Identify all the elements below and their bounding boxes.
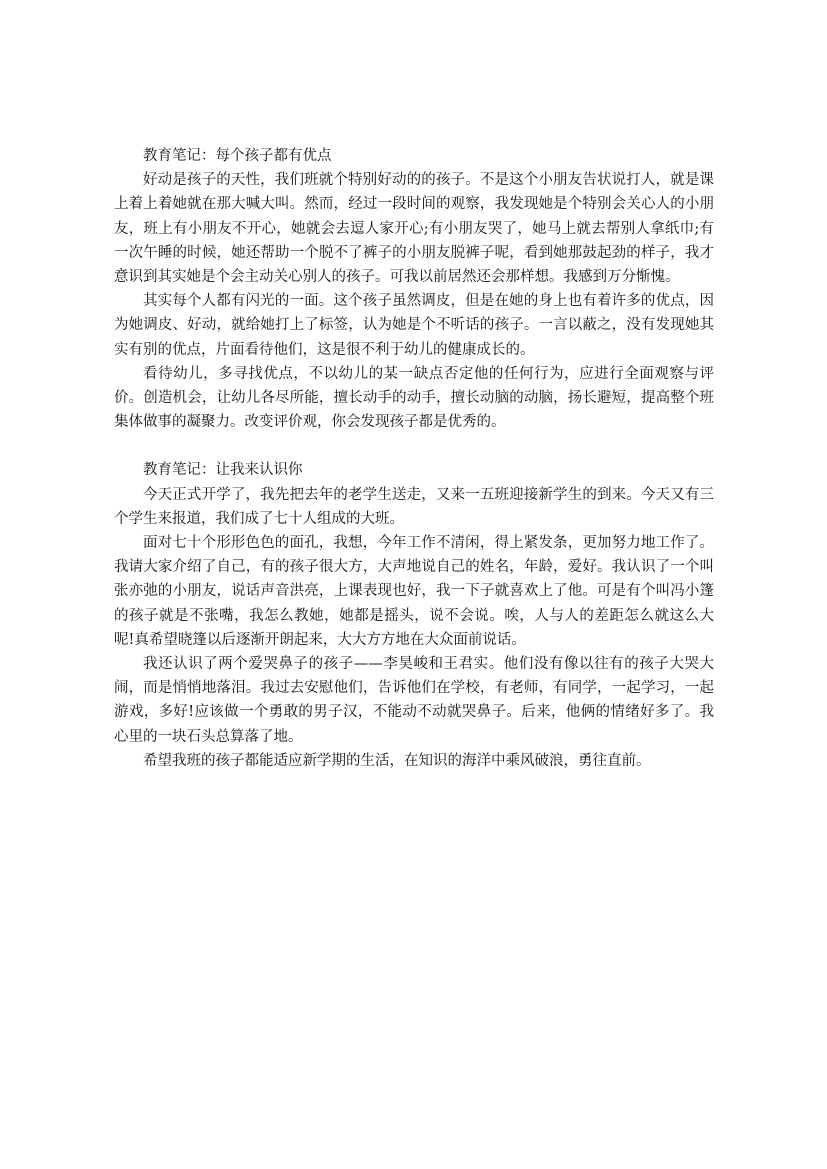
paragraph: 其实每个人都有闪光的一面。这个孩子虽然调皮，但是在她的身上也有着许多的优点，因为她调皮、好动，就给她打上了标签，认为她是个不听话的孩子。一言以蔽之，没有发现她其实有别的优点，片面看待他们，这是很不利于幼儿的健康成长的。 xyxy=(114,293,714,358)
paragraph: 面对七十个形形色色的面孔，我想，今年工作不清闲，得上紧发条，更加努力地工作了。我请大家介绍了自己，有的孩子很大方，大声地说自己的姓名，年龄，爱好。我认识了一个叫张亦弛的小朋友，说话声音洪亮，上课表现也好，我一下子就喜欢上了他。可是有个叫冯小篷的孩子就是不张嘴，我怎么教她，她都是摇头，说不会说。唉，人与人的差距怎么就这么大呢!真希望晓篷以后逐渐开朗起来，大大方方地在大众面前说话。 xyxy=(114,535,714,648)
section-title: 教育笔记：每个孩子都有优点 xyxy=(143,148,332,164)
paragraph: 看待幼儿，多寻找优点，不以幼儿的某一缺点否定他的任何行为，应进行全面观察与评价。创造机会，让幼儿各尽所能，擅长动手的动手，擅长动脑的动脑，扬长避短，提高整个班集体做事的凝聚力。改变评价观，你会发现孩子都是优秀的。 xyxy=(114,365,714,431)
document-page xyxy=(114,144,714,773)
section-1 xyxy=(114,144,714,434)
section-2 xyxy=(114,458,714,773)
paragraph: 我还认识了两个爱哭鼻子的孩子——李昊峻和王君实。他们没有像以往有的孩子大哭大闹，而是悄悄地落泪。我过去安慰他们，告诉他们在学校，有老师，有同学，一起学习，一起游戏，多好!应该做一个勇敢的男子汉，不能动不动就哭鼻子。后来，他俩的情绪好多了。我心里的一块石头总算落了地。 xyxy=(114,656,714,745)
section-title: 教育笔记：让我来认识你 xyxy=(143,462,303,479)
paragraph: 好动是孩子的天性，我们班就个特别好动的的孩子。不是这个小朋友告状说打人，就是课上着上着她就在那大喊大叫。然而，经过一段时间的观察，我发现她是个特别会关心人的小朋友，班上有小朋友不开心，她就会去逗人家开心;有小朋友哭了，她马上就去帮别人拿纸巾;有一次午睡的时候，她还帮助一个脱不了裤子的小朋友脱裤子呢，看到她那鼓起劲的样子，我才意识到其实她是个会主动关心别人的孩子。可我以前居然还会那样想。我感到万分惭愧。 xyxy=(114,172,714,286)
paragraph: 今天正式开学了，我先把去年的老学生送走，又来一五班迎接新学生的到来。今天又有三个学生来报道，我们成了七十人组成的大班。 xyxy=(114,486,714,527)
paragraph: 希望我班的孩子都能适应新学期的生活，在知识的海洋中乘风破浪，勇往直前。 xyxy=(143,752,651,769)
